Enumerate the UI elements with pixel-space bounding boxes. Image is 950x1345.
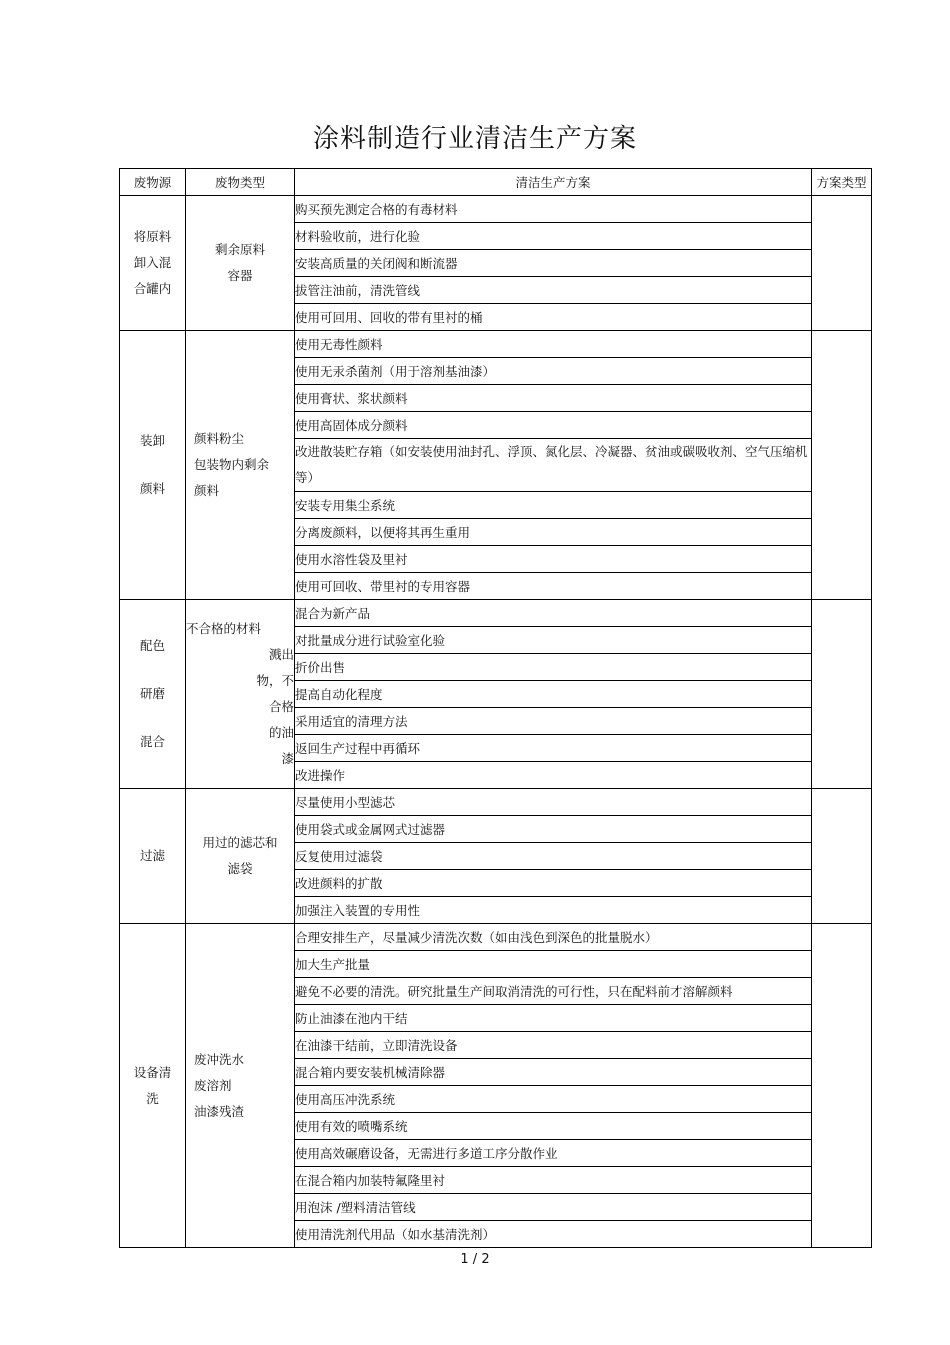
waste-type-cell <box>186 600 295 789</box>
waste-source-line: 颜料 <box>139 481 165 496</box>
table-row <box>120 331 872 358</box>
plan-item: 反复使用过滤袋 <box>295 843 812 870</box>
waste-source-cell <box>120 600 186 789</box>
table-row <box>120 924 872 951</box>
plan-item: 在油漆干结前，立即清洗设备 <box>295 1032 812 1059</box>
plan-item: 使用高固体成分颜料 <box>295 412 812 439</box>
plan-item: 改进操作 <box>295 762 812 789</box>
plan-type-cell <box>812 196 872 331</box>
plan-item: 拔管注油前，清洗管线 <box>295 277 812 304</box>
plan-item: 加强注入装置的专用性 <box>295 897 812 924</box>
plan-type-cell <box>812 789 872 924</box>
waste-source-line: 过滤 <box>139 848 165 863</box>
waste-source-line: 将原料 <box>133 229 172 244</box>
waste-source-line: 卸入混 <box>133 255 172 270</box>
plan-item: 对批量成分进行试验室化验 <box>295 627 812 654</box>
plan-item: 安装专用集尘系统 <box>295 492 812 519</box>
plan-type-cell <box>812 600 872 789</box>
waste-type-line: 容器 <box>227 268 253 283</box>
waste-type-line: 漆 <box>281 751 294 766</box>
clean-production-table <box>119 168 872 1248</box>
plan-item: 使用高压冲洗系统 <box>295 1086 812 1113</box>
plan-item: 使用有效的喷嘴系统 <box>295 1113 812 1140</box>
plan-item: 使用膏状、浆状颜料 <box>295 385 812 412</box>
waste-type-line: 颜料粉尘 <box>194 431 245 446</box>
plan-item: 合理安排生产，尽量减少清洗次数（如由浅色到深色的批量脱水） <box>295 924 812 951</box>
plan-item: 改进散装贮存箱（如安装使用油封孔、浮顶、氮化层、冷凝器、贫油或碳吸收剂、空气压缩机等） <box>295 439 812 492</box>
waste-source-cell <box>120 789 186 924</box>
waste-source-line: 装卸 <box>139 433 165 448</box>
waste-type-line: 废溶剂 <box>194 1077 232 1093</box>
plan-type-cell <box>812 331 872 600</box>
waste-source-line: 混合 <box>139 734 165 749</box>
waste-type-line: 废冲洗水 <box>194 1051 245 1067</box>
waste-source-cell <box>120 924 186 1248</box>
plan-item: 使用可回收、带里衬的专用容器 <box>295 573 812 600</box>
waste-type-line: 滤袋 <box>227 861 253 876</box>
table-header-row <box>120 169 872 196</box>
waste-source-cell <box>120 331 186 600</box>
plan-item: 加大生产批量 <box>295 951 812 978</box>
plan-item: 分离废颜料，以便将其再生重用 <box>295 519 812 546</box>
waste-type-line: 颜料 <box>194 483 220 498</box>
plan-item: 折价出售 <box>295 654 812 681</box>
waste-type-line: 包装物内剩余 <box>194 457 270 472</box>
plan-item: 安装高质量的关闭阀和断流器 <box>295 250 812 277</box>
plan-item: 购买预先测定合格的有毒材料 <box>295 196 812 223</box>
waste-type-cell <box>186 196 295 331</box>
waste-type-line: 用过的滤芯和 <box>202 835 278 850</box>
plan-item: 采用适宜的清理方法 <box>295 708 812 735</box>
waste-type-line: 油漆残渣 <box>194 1103 245 1119</box>
waste-source-line: 配色 <box>139 638 165 653</box>
header-waste-source: 废物源 <box>120 169 186 196</box>
plan-item: 材料验收前，进行化验 <box>295 223 812 250</box>
waste-source-line: 研磨 <box>139 686 165 701</box>
waste-type-cell <box>186 924 295 1248</box>
page-number: 1 / 2 <box>460 1252 490 1267</box>
plan-item: 尽量使用小型滤芯 <box>295 789 812 816</box>
header-waste-type: 废物类型 <box>186 169 295 196</box>
table-row <box>120 600 872 627</box>
document-title: 涂料制造行业清洁生产方案 <box>312 124 637 154</box>
waste-type-cell <box>186 331 295 600</box>
plan-item: 避免不必要的清洗。研究批量生产间取消清洗的可行性，只在配料前才溶解颜料 <box>295 978 812 1005</box>
waste-type-line: 物，不 <box>256 673 294 688</box>
plan-item: 使用可回用、回收的带有里衬的桶 <box>295 304 812 331</box>
plan-item: 在混合箱内加装特氟隆里衬 <box>295 1167 812 1194</box>
waste-type-line: 合格 <box>268 699 294 714</box>
plan-type-cell <box>812 924 872 1248</box>
waste-type-line: 剩余原料 <box>214 242 265 257</box>
waste-type-line: 溅出 <box>268 647 294 662</box>
plan-item: 返回生产过程中再循环 <box>295 735 812 762</box>
plan-item: 提高自动化程度 <box>295 681 812 708</box>
header-clean-production-plan: 清洁生产方案 <box>295 169 812 196</box>
table-row <box>120 196 872 223</box>
table-row <box>120 789 872 816</box>
waste-source-line: 设备清 <box>133 1064 172 1080</box>
waste-type-line: 的油 <box>268 725 294 740</box>
plan-item: 使用袋式或金属网式过滤器 <box>295 816 812 843</box>
waste-type-cell <box>186 789 295 924</box>
plan-item: 使用无毒性颜料 <box>295 331 812 358</box>
plan-item: 用泡沫 /塑料清洁管线 <box>295 1194 812 1221</box>
waste-source-line: 洗 <box>146 1090 159 1106</box>
plan-item: 使用水溶性袋及里衬 <box>295 546 812 573</box>
header-plan-type: 方案类型 <box>812 169 872 196</box>
plan-item: 使用清洗剂代用品（如水基清洗剂） <box>295 1221 812 1248</box>
waste-source-cell <box>120 196 186 331</box>
plan-item: 使用高效碾磨设备，无需进行多道工序分散作业 <box>295 1140 812 1167</box>
plan-item: 使用无汞杀菌剂（用于溶剂基油漆） <box>295 358 812 385</box>
plan-item: 混合箱内要安装机械清除器 <box>295 1059 812 1086</box>
waste-type-line: 不合格的材料 <box>186 621 262 636</box>
plan-item: 混合为新产品 <box>295 600 812 627</box>
plan-item: 改进颜料的扩散 <box>295 870 812 897</box>
plan-item: 防止油漆在池内干结 <box>295 1005 812 1032</box>
waste-source-line: 合罐内 <box>133 281 172 296</box>
